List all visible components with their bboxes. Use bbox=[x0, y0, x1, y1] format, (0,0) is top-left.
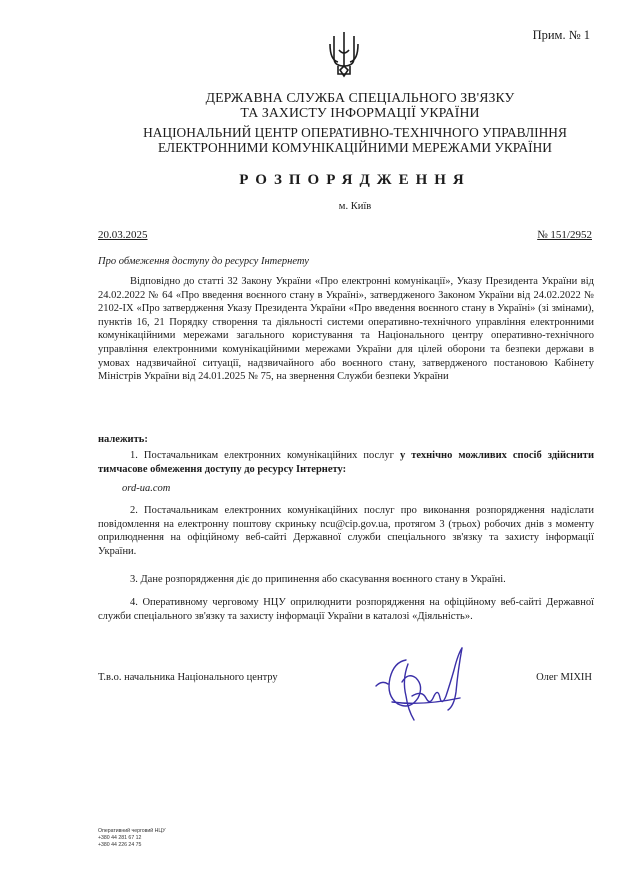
item-3-paragraph: 3. Дане розпорядження діє до припинення або скасування воєнного стану в Україні. bbox=[130, 574, 506, 585]
signatory-position: Т.в.о. начальника Національного центру bbox=[98, 672, 278, 683]
trident-icon bbox=[328, 30, 360, 80]
city: м. Київ bbox=[338, 201, 372, 212]
center-name bbox=[90, 125, 620, 155]
preamble-paragraph: Відповідно до статті 32 Закону України «Про електронні комунікації», Указу Президента України від 24.02.2022 № 64 «Про введення воєнного стану в Україні», затвердженого Законом України від 24.02.2022 № 2102-IX «Про затвердження Указу Президента України «Про введення воєнного стану в Україні» (зі змінами), пунктів 16, 21 Порядку створення та діяльності системи оперативно-технічного управління електронними комунікаційними мережами загального користування та Національного центру оперативно-технічного управління електронними комунікаційними мережами України для цілей оборони та безпеки держави в умовах надзвичайної ситуації, надзвичайного або воєнного стану, затвердженого постановою Кабінету Міністрів України від 24.01.2025 № 75, на звернення Служби безпеки України bbox=[98, 276, 594, 383]
document-number: № 151/2952 bbox=[537, 229, 592, 241]
handwritten-signature-icon bbox=[372, 640, 482, 725]
organization-line-2: ТА ЗАХИСТУ ІНФОРМАЦІЇ УКРАЇНИ bbox=[240, 105, 480, 120]
item-1-text: 1. Постачальникам електронних комунікаційних послуг bbox=[130, 450, 400, 461]
signatory-name: Олег МІХІН bbox=[536, 672, 592, 683]
item-1-bold-text: у технічно можливих спосіб здійснити тимчасове обмеження доступу до ресурсу Інтернету: bbox=[98, 450, 594, 475]
organization-line-1: ДЕРЖАВНА СЛУЖБА СПЕЦІАЛЬНОГО ЗВ'ЯЗКУ bbox=[205, 90, 515, 105]
item-4-paragraph: 4. Оперативному черговому НЦУ оприлюднити розпорядження на офіційному веб-сайті Державної служби спеціального зв'язку та захисту інформації України в каталозі «Діяльність». bbox=[98, 597, 594, 622]
footer-phone-2: +380 44 226 24 75 bbox=[98, 842, 142, 848]
blocked-resource: ord-ua.com bbox=[122, 483, 171, 494]
footer-phone-1: +380 44 281 67 12 bbox=[98, 835, 142, 841]
resolve-heading: належить: bbox=[98, 434, 148, 445]
footer-contact-title: Оперативний черговий НЦУ bbox=[98, 828, 166, 834]
document-date: 20.03.2025 bbox=[98, 229, 148, 241]
footer-contacts bbox=[98, 828, 166, 849]
document-subject: Про обмеження доступу до ресурсу Інтернету bbox=[98, 256, 309, 267]
item-2-paragraph: 2. Постачальникам електронних комунікаційних послуг про виконання розпорядження надіслати повідомлення на електронну поштову скриньку ncu@cip.gov.ua, протягом 3 (трьох) робочих днів з моменту оприлюднення на офіційному веб-сайті Державної служби спеціального зв'язку та захисту інформації України. bbox=[98, 505, 594, 557]
organization-name bbox=[150, 90, 570, 120]
item-1-paragraph bbox=[98, 449, 594, 476]
center-line-1: НАЦІОНАЛЬНИЙ ЦЕНТР ОПЕРАТИВНО-ТЕХНІЧНОГО УПРАВЛІННЯ bbox=[143, 125, 567, 140]
annex-label: Прим. № 1 bbox=[532, 28, 590, 42]
document-type: РОЗПОРЯДЖЕННЯ bbox=[239, 172, 471, 188]
center-line-2: ЕЛЕКТРОННИМИ КОМУНІКАЦІЙНИМИ МЕРЕЖАМИ УКРАЇНИ bbox=[158, 140, 552, 155]
